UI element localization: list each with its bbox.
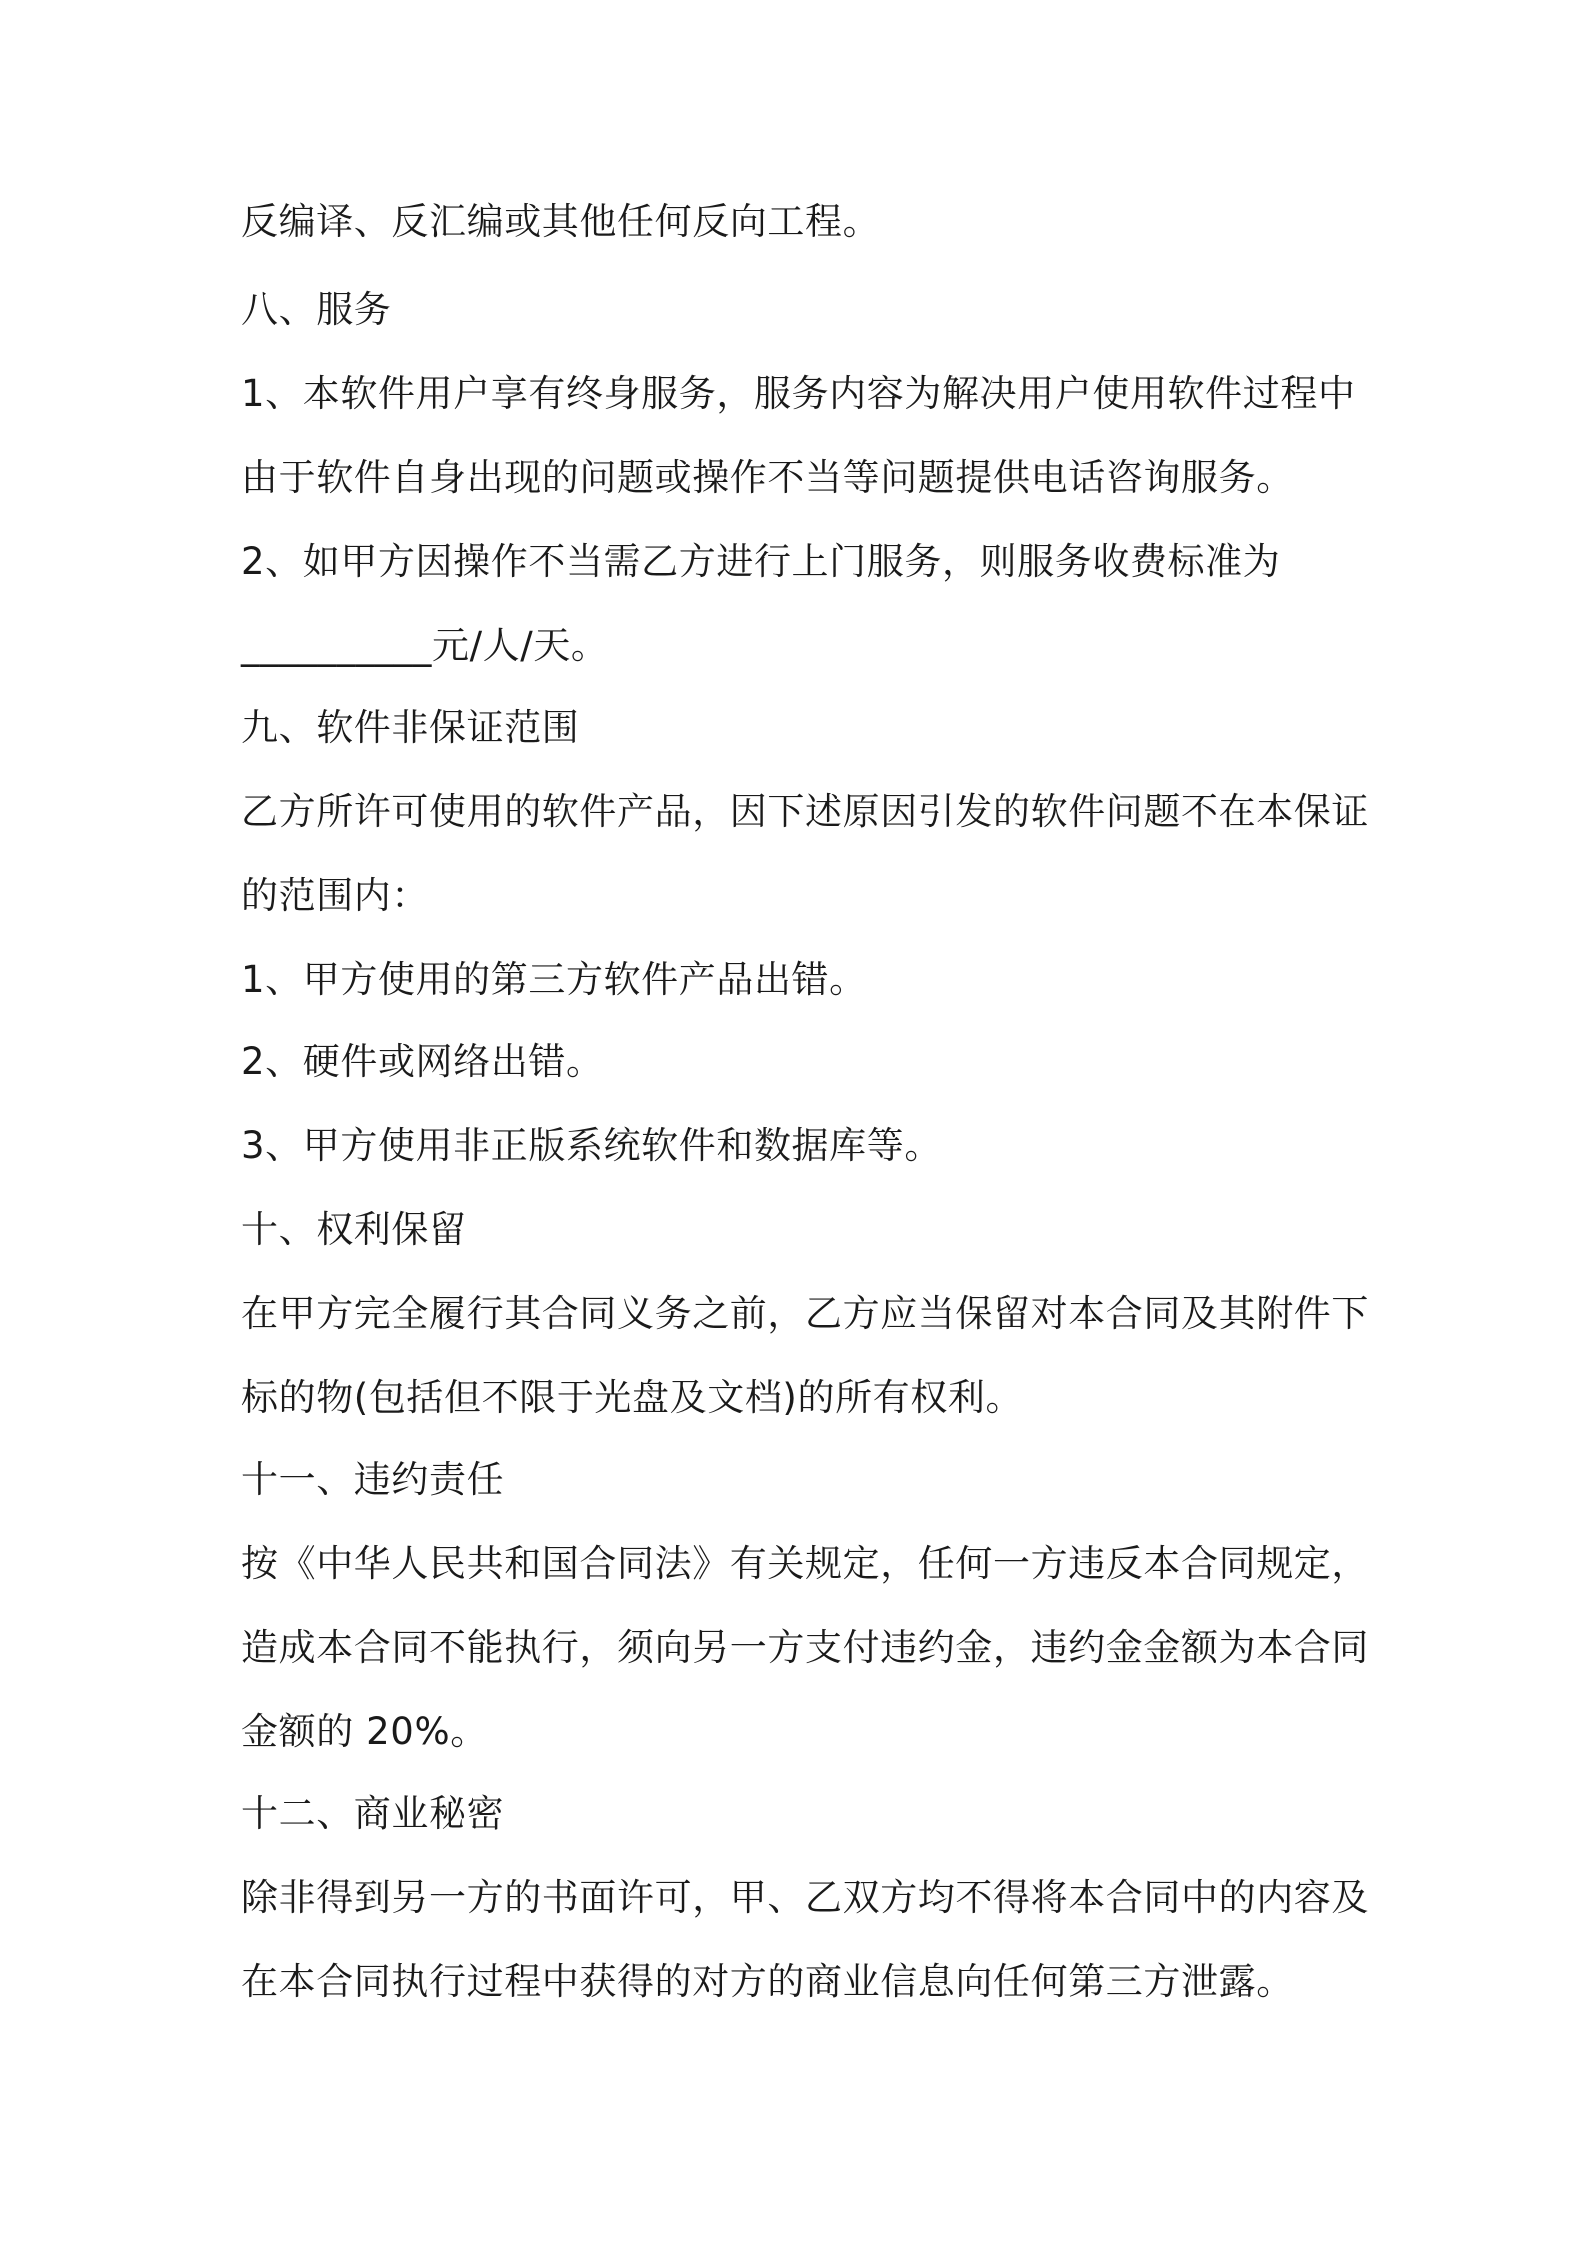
section-heading-services: 八、服务 bbox=[241, 288, 392, 331]
clause-services-2: 2、如甲方因操作不当需乙方进行上门服务，则服务收费标准为 bbox=[241, 540, 1281, 583]
clause-services-2-cont: __________元/人/天。 bbox=[241, 624, 609, 667]
section-heading-non-warranty: 九、软件非保证范围 bbox=[241, 706, 580, 749]
paragraph-breach: 按《中华人民共和国合同法》有关规定，任何一方违反本合同规定， bbox=[241, 1542, 1369, 1585]
paragraph-rights-reserved: 在甲方完全履行其合同义务之前，乙方应当保留对本合同及其附件下 bbox=[241, 1292, 1369, 1335]
clause-services-1-cont: 由于软件自身出现的问题或操作不当等问题提供电话咨询服务。 bbox=[241, 456, 1294, 499]
clause-non-warranty-1: 1、甲方使用的第三方软件产品出错。 bbox=[241, 958, 867, 1001]
paragraph-non-warranty-cont: 的范围内： bbox=[241, 874, 429, 917]
clause-non-warranty-3: 3、甲方使用非正版系统软件和数据库等。 bbox=[241, 1124, 942, 1167]
clause-services-1: 1、本软件用户享有终身服务，服务内容为解决用户使用软件过程中 bbox=[241, 372, 1356, 415]
section-heading-breach: 十一、违约责任 bbox=[241, 1458, 505, 1501]
clause-non-warranty-2: 2、硬件或网络出错。 bbox=[241, 1040, 604, 1083]
paragraph-breach-end: 金额的 20%。 bbox=[241, 1710, 488, 1753]
paragraph-trade-secrets: 除非得到另一方的书面许可，甲、乙双方均不得将本合同中的内容及 bbox=[241, 1876, 1369, 1919]
section-heading-trade-secrets: 十二、商业秘密 bbox=[241, 1792, 505, 1835]
paragraph-trade-secrets-cont: 在本合同执行过程中获得的对方的商业信息向任何第三方泄露。 bbox=[241, 1960, 1294, 2003]
text-line-continuation: 反编译、反汇编或其他任何反向工程。 bbox=[241, 200, 881, 243]
paragraph-breach-cont: 造成本合同不能执行，须向另一方支付违约金，违约金金额为本合同 bbox=[241, 1626, 1369, 1669]
section-heading-rights-reserved: 十、权利保留 bbox=[241, 1208, 467, 1251]
paragraph-rights-reserved-cont: 标的物(包括但不限于光盘及文档)的所有权利。 bbox=[241, 1376, 1024, 1419]
paragraph-non-warranty: 乙方所许可使用的软件产品，因下述原因引发的软件问题不在本保证 bbox=[241, 790, 1369, 833]
